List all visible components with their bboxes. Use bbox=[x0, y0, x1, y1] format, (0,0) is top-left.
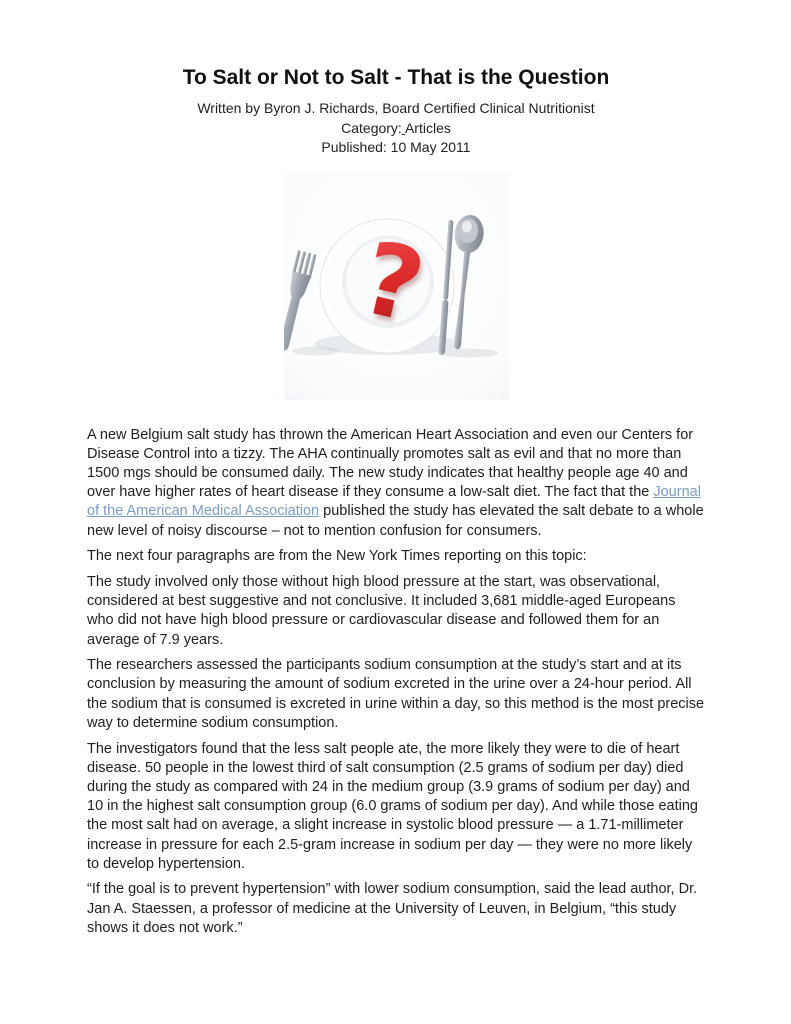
article-published: Published: 10 May 2011 bbox=[321, 139, 471, 155]
fork-shadow bbox=[292, 346, 340, 355]
paragraph-4: The researchers assessed the participants sodium consumption at the study’s start and at its conclusion by measuring the amount of sodium excreted in the urine over a 24-hour period. All the sodium that is consumed is excreted in urine within a day, so this method is the most precise way to determine sodium consumption. bbox=[87, 657, 705, 731]
article-body bbox=[87, 426, 705, 939]
cutlery-shadow bbox=[438, 348, 498, 357]
paragraph-1-post: published the study has elevated the salt debate to a whole new level of noisy discourse – not to mention confusion for consumers. bbox=[87, 503, 704, 539]
article-category bbox=[87, 119, 705, 139]
jama-link[interactable]: Journal of the American Medical Association bbox=[87, 484, 701, 520]
plate-question-photo bbox=[284, 172, 509, 400]
paragraph-2: The next four paragraphs are from the New York Times reporting on this topic: bbox=[87, 548, 587, 565]
paragraph-6: “If the goal is to prevent hypertension” with lower sodium consumption, said the lead author, Dr. Jan A. Staessen, a professor of medicine at the University of Leuven, in Belgium, “this study shows it does not work.” bbox=[87, 881, 698, 936]
article-byline: Written by Byron J. Richards, Board Certified Clinical Nutritionist bbox=[197, 100, 595, 116]
category-value: Articles bbox=[404, 119, 451, 136]
paragraph-3: The study involved only those without high blood pressure at the start, was observational, considered at best suggestive and not conclusive. It included 3,681 middle-aged Europeans who did not have high blood pressure or cardiovascular disease and followed them for an average of 7.9 years. bbox=[87, 573, 676, 648]
category-label: Category: bbox=[341, 119, 402, 136]
question-mark-icon: ? bbox=[350, 218, 434, 346]
article-image bbox=[87, 172, 705, 400]
paragraph-1 bbox=[87, 426, 705, 541]
paragraph-1-pre: A new Belgium salt study has thrown the American Heart Association and even our Centers for Disease Control into a tizzy. The AHA continually promotes salt as evil and that no more than 1500 mgs should be consumed daily. The new study indicates that healthy people age 40 and over have higher rates of heart disease if they consume a low-salt diet. The fact that the bbox=[87, 426, 694, 501]
paragraph-5: The investigators found that the less salt people ate, the more likely they were to die of heart disease. 50 people in the lowest third of salt consumption (2.5 grams of sodium per day) died during the study as compared with 24 in the medium group (3.9 grams of sodium per day) and 10 in the highest salt consumption group (6.0 grams of sodium per day). And while those eating the most salt had on average, a slight increase in systolic blood pressure — a 1.71-millimeter increase in pressure for each 2.5-gram increase in sodium per day — they were no more likely to develop hypertension. bbox=[87, 740, 698, 872]
article-title: To Salt or Not to Salt - That is the Question bbox=[182, 66, 610, 89]
